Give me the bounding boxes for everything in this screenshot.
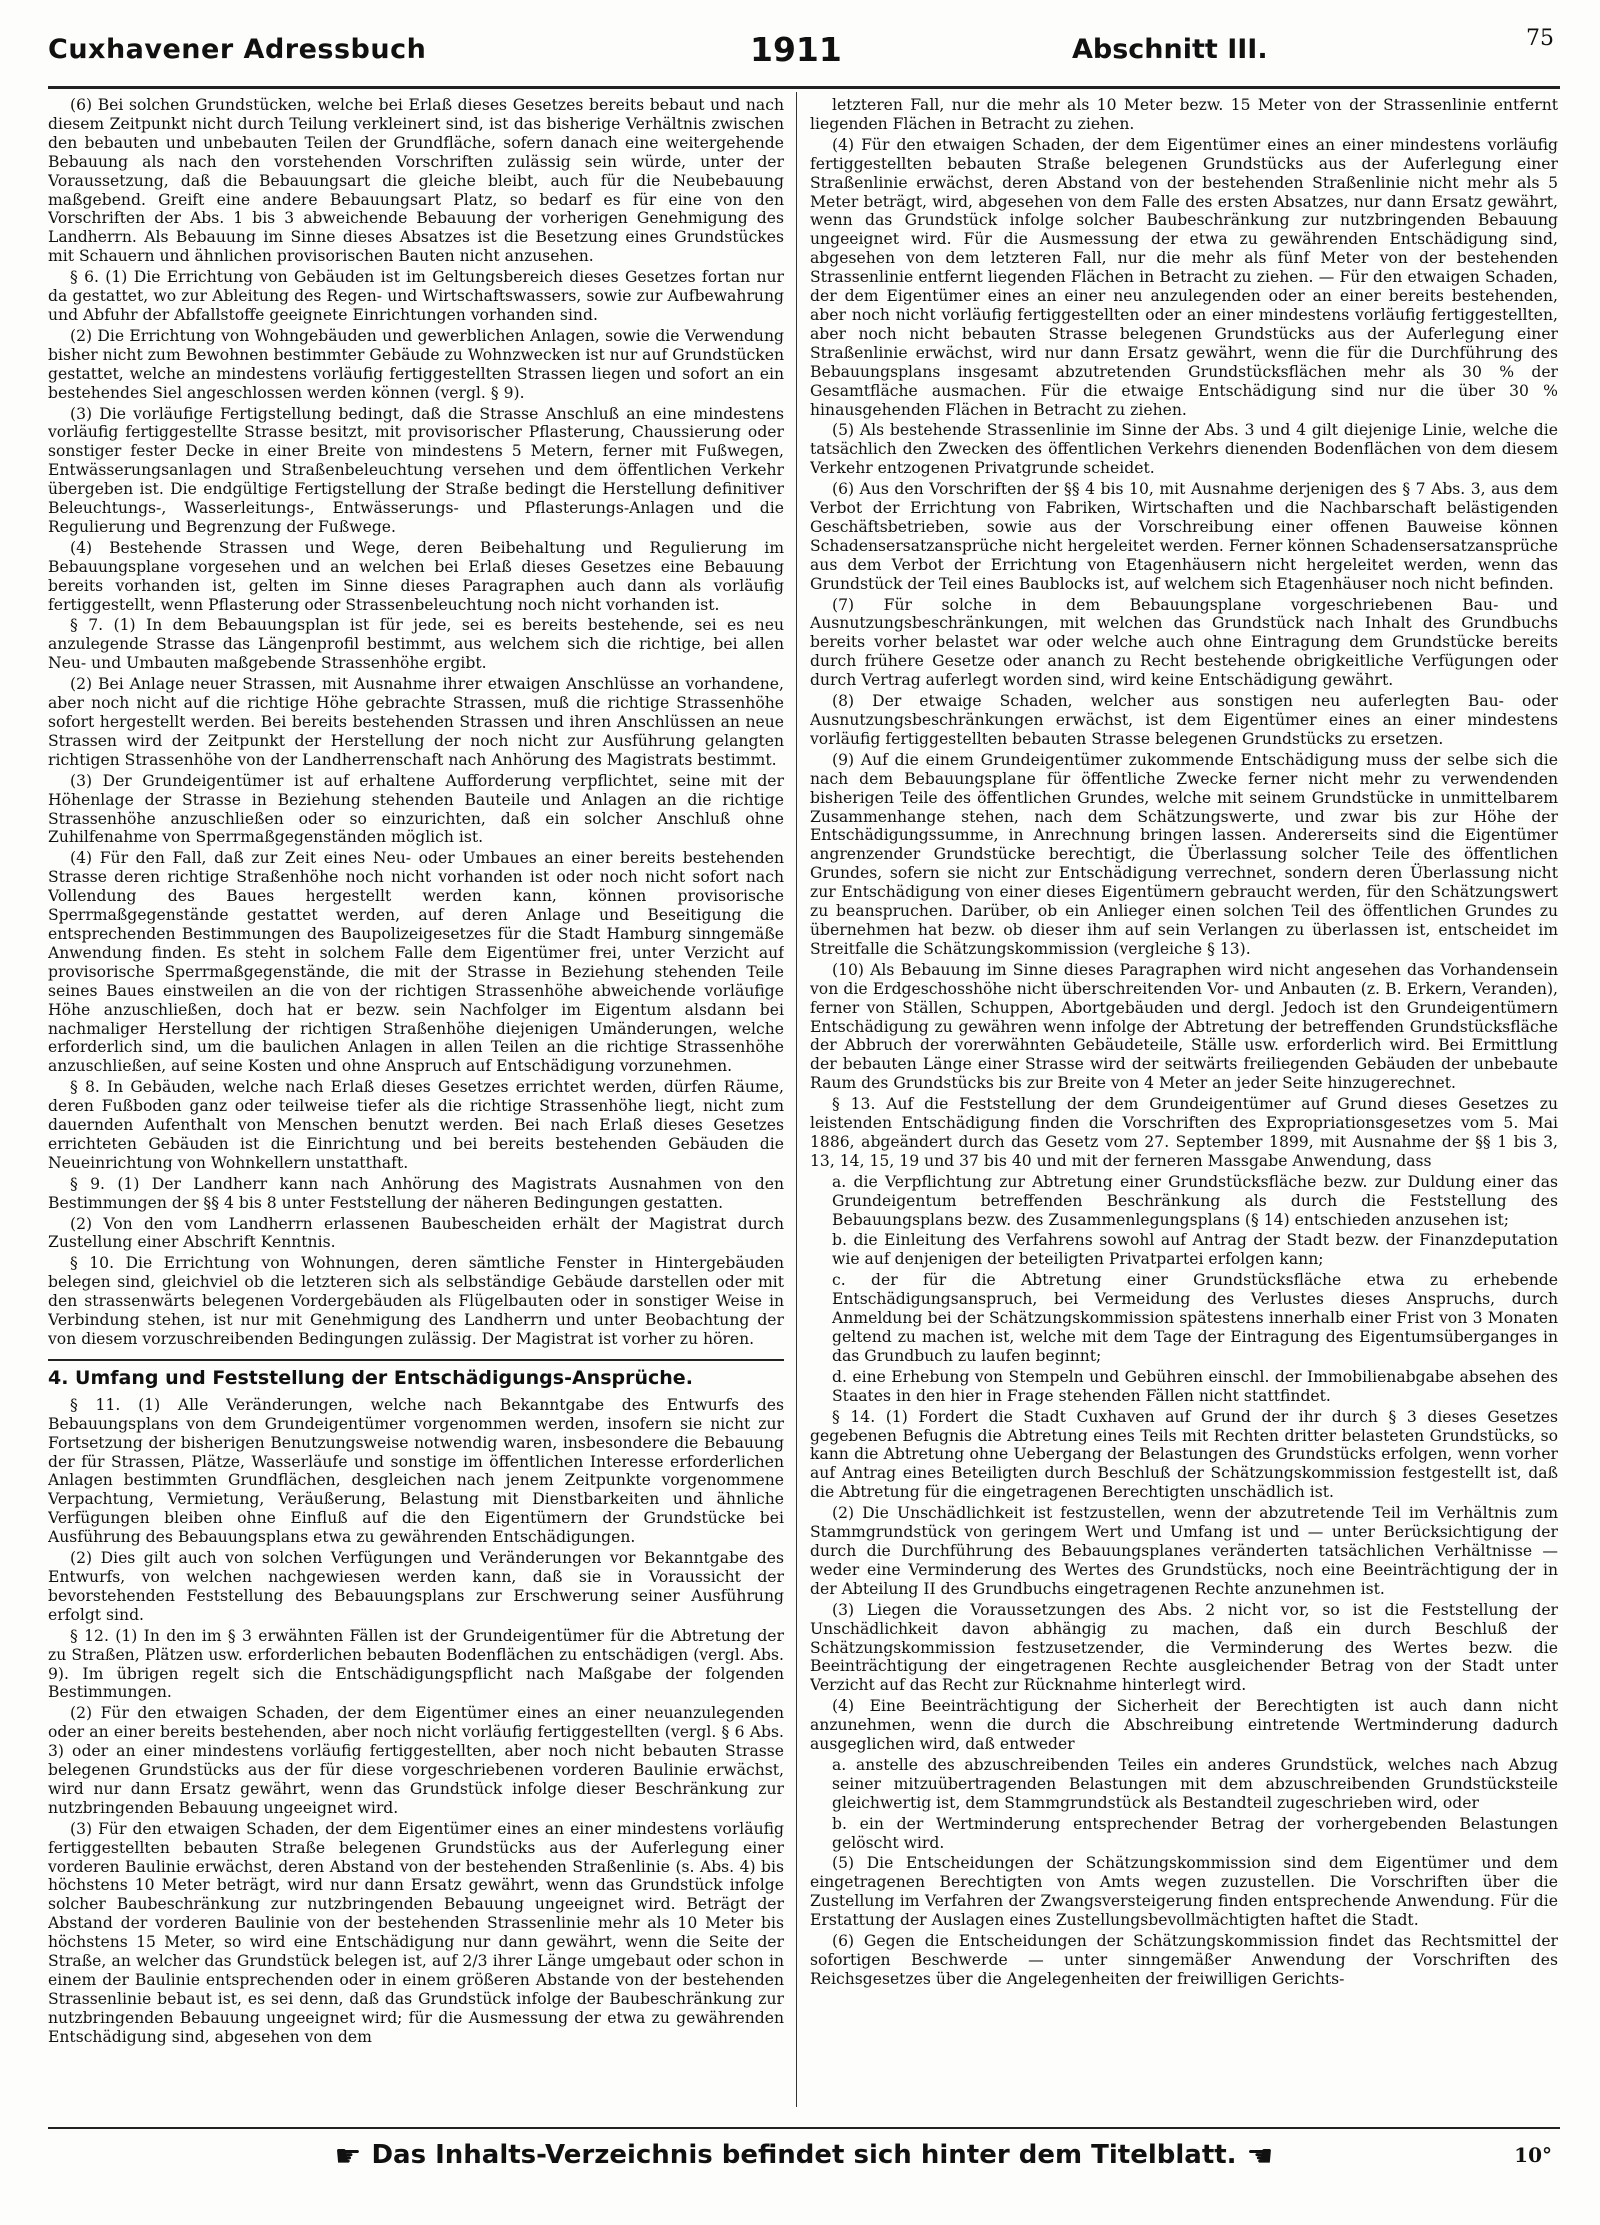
paragraph: (10) Als Bebauung im Sinne dieses Paragraphen wird nicht angesehen das Vorhandensein von die Erdgeschosshöhe nicht überschreitenden Vor- und Anbauten (z. B. Erkern, Veranden), ferner von Ställen, Schuppen, Abortgebäuden und dergl. Jedoch ist den Grundeigentümern Entschädigung zu gewähren wenn infolge der Abtretung der betreffenden Grundstücksfläche der Abbruch der vorerwähnten Gebäudeteile, Ställe usw. erforderlich wird. Bei Ermittlung der bebauten Länge einer Strasse wird der seitwärts freiliegenden Gebäuden der unbebaute Raum des Grundstücks bis zur Breite von 4 Meter an jeder Seite hinzugerechnet. xyxy=(810,960,1558,1093)
paragraph: § 10. Die Errichtung von Wohnungen, deren sämtliche Fenster in Hintergebäuden belegen sind, gleichviel ob die letzteren sich als selbständige Gebäude darstellen oder mit den strassenwärts belegenen Vordergebäuden als Flügelbauten oder in sonstiger Weise in Verbindung stehen, ist nur mit Genehmigung des Landherrn und unter Beobachtung der von diesem vorzuschreibenden Bedingungen zulässig. Der Magistrat ist vorher zu hören. xyxy=(48,1254,784,1348)
left-top-paragraphs xyxy=(48,96,784,1349)
footer-notice: Das Inhalts-Verzeichnis befindet sich hinter dem Titelblatt. xyxy=(371,2140,1237,2170)
list-item: c. der für die Abtretung einer Grundstücksfläche etwa zu erhebende Entschädigungsanspruch, bei Vermeidung des Verlustes dieses Anspruchs, durch Anmeldung bei der Schätzungskommission spätestens innerhalb einer Frist von 3 Monaten geltend zu machen ist, welche mit dem Tage der Eintragung des Eigentumsüberganges in das Grundbuch zu laufen beginnt; xyxy=(832,1271,1558,1365)
paragraph: (2) Die Unschädlichkeit ist festzustellen, wenn der abzutretende Teil im Verhältnis zum Stammgrundstück von geringem Wert und Umfang ist und — unter Berücksichtigung der durch die Durchführung des Bebauungsplanes veränderten tatsächlichen Verhältnisse — weder eine Verminderung des Wertes des Grundstücks, noch eine Beeinträchtigung der in der Abteilung II des Grundbuchs eingetragenen Rechte anzunehmen ist. xyxy=(810,1504,1558,1598)
list-item: d. eine Erhebung von Stempeln und Gebühren einschl. der Immobilienabgabe absehen des Staates in den hier in Frage stehenden Fällen nicht stattfindet. xyxy=(832,1367,1558,1405)
section-14-list xyxy=(810,1756,1558,1853)
section-13-list xyxy=(810,1173,1558,1406)
paragraph: § 6. (1) Die Errichtung von Gebäuden ist im Geltungsbereich dieses Gesetzes fortan nur da gestattet, wo zur Ableitung des Regen- und Wirtschaftswassers, sowie zur Aufbewahrung und Abfuhr der Abfallstoffe geeignete Einrichtungen vorhanden sind. xyxy=(48,268,784,324)
paragraph: (3) Der Grundeigentümer ist auf erhaltene Aufforderung verpflichtet, seine mit der Höhenlage der Strasse in Beziehung stehenden Bauteile und Anlagen an die richtige Strassenhöhe anzuschließen oder so einzurichten, daß ein solcher Anschluß ohne Zuhilfenahme von Sperrmaßgegenständen möglich ist. xyxy=(48,771,784,847)
paragraph: § 9. (1) Der Landherr kann nach Anhörung des Magistrats Ausnahmen von den Bestimmungen der §§ 4 bis 8 unter Feststellung der näheren Bedingungen gestatten. xyxy=(48,1174,784,1212)
paragraph: (4) Eine Beeinträchtigung der Sicherheit der Berechtigten ist auch dann nicht anzunehmen, wenn die durch die Abschreibung eintretende Wertminderung dadurch ausgeglichen wird, daß entweder xyxy=(810,1697,1558,1754)
paragraph: (3) Liegen die Voraussetzungen des Abs. 2 nicht vor, so ist die Feststellung der Unschädlichkeit davon abhängig zu machen, daß ein durch Beschluß der Schätzungskommission festzusetzender, die Verminderung des Wertes bezw. die Beeinträchtigung der eingetragenen Rechte ausgleichender Betrag von der Stadt unter Verzicht auf das Recht zur Rücknahme hinterlegt wird. xyxy=(810,1600,1558,1695)
page-footer xyxy=(48,2127,1560,2174)
paragraph: § 13. Auf die Feststellung der dem Grundeigentümer auf Grund dieses Gesetzes zu leistenden Entschädigung finden die Vorschriften des Expropriationsgesetzes vom 5. Mai 1886, abgeändert durch das Gesetz vom 27. September 1899, mit Ausnahme der §§ 1 bis 3, 13, 14, 15, 19 und 37 bis 40 und mit der ferneren Massgabe Anwendung, dass xyxy=(810,1095,1558,1170)
right-main-paragraphs xyxy=(810,96,1558,1171)
paragraph: (2) Bei Anlage neuer Strassen, mit Ausnahme ihrer etwaigen Anschlüsse an vorhandene, aber noch nicht auf die richtige Höhe gebrachte Strassen, muß die richtige Strassenhöhe sofort hergestellt werden. Bei bereits bestehenden Strassen und ihren Anschlüssen an neue Strassen wird der Zeitpunkt der Herstellung der noch nicht zur Ausführung gelangten richtigen Strassenhöhe von der Landherrenschaft nach Anhörung des Magistrats bestimmt. xyxy=(48,675,784,769)
paragraph: (7) Für solche in dem Bebauungsplane vorgeschriebenen Bau- und Ausnutzungsbeschränkungen, mit welchen das Grundstück nach Inhalt des Grundbuchs bereits vorher belastet war oder welche auch ohne Eintragung dem Grundstücke bereits durch frühere Gesetze oder ananch zu Recht bestehende obrigkeitliche Verfügungen oder durch Vertrag auferlegt worden sind, wird keine Entschädigung gewährt. xyxy=(810,595,1558,690)
paragraph: § 8. In Gebäuden, welche nach Erlaß dieses Gesetzes errichtet werden, dürfen Räume, deren Fußboden ganz oder teilweise tiefer als die richtige Strassenhöhe liegt, nicht zum dauernden Aufenthalt von Menschen benutzt werden. Bei nach Erlaß dieses Gesetzes errichteten Gebäuden ist die Einrichtung und bei bereits bestehenden Gebäuden die Neueinrichtung von Wohnkellern unstatthaft. xyxy=(48,1078,784,1172)
paragraph: (2) Die Errichtung von Wohngebäuden und gewerblichen Anlagen, sowie die Verwendung bisher nicht zum Bewohnen bestimmter Gebäude zu Wohnzwecken ist nur auf Grundstücken gestattet, welche an mindestens vorläufig fertiggestellten Strassen liegen und sofort an ein bestehendes Siel angeschlossen werden können (vergl. § 9). xyxy=(48,326,784,402)
paragraph: (2) Dies gilt auch von solchen Verfügungen und Veränderungen vor Bekanntgabe des Entwurfs, von welchen nachgewiesen werden kann, daß sie in Voraussicht der bevorstehenden Feststellung des Bebauungsplans zur Erschwerung seiner Ausführung erfolgt sind. xyxy=(48,1549,784,1624)
book-title: Cuxhavener Adressbuch xyxy=(48,34,427,65)
paragraph: (3) Für den etwaigen Schaden, der dem Eigentümer eines an einer mindestens vorläufig fertiggestellten bebauten Straße belegenen Grundstücks aus der Auferlegung einer vorderen Baulinie erwächst, deren Abstand von der bestehenden Straßenlinie (s. Abs. 4) bis höchstens 10 Meter beträgt, wird nur dann Ersatz gewährt, wenn das Grundstück infolge solcher Baubeschränkung zur nutzbringenden Bebauung ungeeignet wird. Beträgt der Abstand der vorderen Baulinie von der bestehenden Strassenlinie mehr als 10 Meter bis höchstens 15 Meter, so wird eine Entschädigung nur dann gewährt, wenn die Seite der Straße, an welcher das Grundstück belegen ist, auf 2/3 ihrer Länge umgebaut oder schon in einem der Baulinie entsprechenden oder in einem größeren Abstande von der bestehenden Strassenlinie bebaut ist, es sei denn, daß das Grundstück infolge der Baubeschränkung zur nutzbringenden Bebauung ungeeignet wird; für die Ausmessung der etwa zu gewährenden Entschädigung sind, abgesehen von dem xyxy=(48,1819,784,2046)
paragraph: (9) Auf die einem Grundeigentümer zukommende Entschädigung muss der selbe sich die nach dem Bebauungsplane für öffentliche Zwecke ferner nicht mehr zu verwendenden bisherigen Teile des öffentlichen Grundes, welche mit seinem Grundstücke in unmittelbarem Zusammenhange stehen, nach dem Schätzungswerte, und zwar bis zur Höhe der Entschädigungssumme, in Anrechnung bringen lassen. Andererseits sind die Eigentümer angrenzender Grundstücke berechtigt, die Überlassung solcher Teile des öffentlichen Grundes, sofern sie nicht zur Entschädigung verrechnet, sondern deren Überlassung nicht zur Entschädigung von einer dieses Eigentümern gebraucht werden, für den Schätzungswert zu beanspruchen. Darüber, ob ein Anlieger einen solchen Teil des öffentlichen Grundes zu übernehmen hat bezw. ob dieser ihm auf sein Verlangen zu überlassen ist, entscheidet im Streitfalle die Schätzungskommission (vergleiche § 13). xyxy=(810,750,1558,958)
paragraph: (4) Für den Fall, daß zur Zeit eines Neu- oder Umbaues an einer bereits bestehenden Strasse deren richtige Straßenhöhe noch nicht vorhanden ist oder noch nicht sofort nach Vollendung des Baues hergestellt werden kann, können provisorische Sperrmaßgegenstände gestattet werden, auf deren Anlage und Beseitigung die entsprechenden Bestimmungen des Baupolizeigesetzes für die Stadt Hamburg sinngemäße Anwendung finden. Es steht in solchem Falle dem Eigentümer frei, unter Verzicht auf provisorische Sperrmaßgegenstände, die mit der Strasse in Beziehung stehenden Teile seines Baues einstweilen an die von der richtigen Strassenhöhe abweichende vorläufige Höhe anzuschließen, doch hat er bezw. sein Nachfolger im Eigentum alsdann bei nachmaliger Herstellung der richtigen Straßenhöhe diejenigen Umänderungen, welche erforderlich sind, um die baulichen Anlagen in allen Teilen an die richtige Strassenhöhe anzuschließen, auf seine Kosten und ohne Anspruch auf Entschädigung vorzunehmen. xyxy=(48,849,784,1076)
paragraph: (6) Gegen die Entscheidungen der Schätzungskommission findet das Rechtsmittel der sofortigen Beschwerde — unter sinngemäßer Anwendung der Vorschriften des Reichsgesetzes über die Angelegenheiten der freiwilligen Gerichts- xyxy=(810,1932,1558,1988)
list-item: a. anstelle des abzuschreibenden Teiles ein anderes Grundstück, welches nach Abzug seiner mitzuübertragenden Belastungen mit dem abzuschreibenden Grundstücksteile gleichwertig ist, dem Stammgrundstück als Bestandteil zugeschrieben wird, oder xyxy=(832,1755,1558,1812)
paragraph: (3) Die vorläufige Fertigstellung bedingt, daß die Strasse Anschluß an eine mindestens vorläufig fertiggestellte Strasse besitzt, mit provisorischer Pflasterung, Chaussierung oder sonstiger fester Decke in einer Breite von mindestens 5 Metern, ferner mit Fußwegen, Entwässerungsanlagen und Straßenbeleuchtung versehen und dem öffentlichen Verkehr übergeben ist. Die endgültige Fertigstellung der Straße bedingt die Herstellung definitiver Beleuchtungs-, Wasserleitungs-, Entwässerungs- und Pflasterungs-Anlagen und die Regulierung und Begrenzung der Fußwege. xyxy=(48,404,784,536)
left-column xyxy=(48,96,784,2105)
paragraph: (6) Aus den Vorschriften der §§ 4 bis 10, mit Ausnahme derjenigen des § 7 Abs. 3, aus dem Verbot der Errichtung von Fabriken, Wirtschaften und die Nachbarschaft belästigenden Geschäftsbetrieben, sowie aus der Vorschreibung einer offenen Bauweise können Schadensersatzansprüche nicht hergeleitet werden. Ferner können Schadensersatzansprüche aus dem Verbot der Errichtung von Etagenhäusern nicht hergeleitet werden, wenn das Grundstück der Teil eines Baublocks ist, auf welchem sich Etagenhäuser noch nicht befinden. xyxy=(810,480,1558,593)
paragraph: (6) Bei solchen Grundstücken, welche bei Erlaß dieses Gesetzes bereits bebaut und nach diesem Zeitpunkt nicht durch Teilung verkleinert sind, ist das bisherige Verhältnis zwischen den bebauten und unbebauten Teilen der Grundfläche, sofern danach eine weitergehende Bebauung als nach den vorstehenden Vorschriften zulässig sein würde, unter der Voraussetzung, daß die Bebauungsart die gleiche bleibt, auch für die Neubebauung maßgebend. Greift eine andere Bebauungsart Platz, so bedarf es für eine von den Vorschriften der Abs. 1 bis 3 abweichende Bebauung der vorherigen Genehmigung des Landherrn. Als Bebauung im Sinne dieses Absatzes ist die Besetzung eines Grundstückes mit Schauern und ähnlichen provisorischen Bauten nicht anzusehen. xyxy=(48,96,784,266)
page-header xyxy=(40,26,1560,76)
paragraph: (5) Als bestehende Strassenlinie im Sinne der Abs. 3 und 4 gilt diejenige Linie, welche die tatsächlich den Zwecken des öffentlichen Verkehrs dienenden Bodenflächen von dem diesem Verkehr entzogenen Privatgrunde scheidet. xyxy=(810,421,1558,478)
signature-mark: 10° xyxy=(1514,2143,1552,2167)
page-number: 75 xyxy=(1526,26,1554,51)
left-bottom-paragraphs xyxy=(48,1396,784,2047)
list-item: b. die Einleitung des Verfahrens sowohl auf Antrag der Stadt bezw. der Finanzdeputation wie auf denjenigen der beteiligten Privatpartei erfolgen kann; xyxy=(832,1231,1558,1269)
paragraph: (2) Von den vom Landherrn erlassenen Baubescheiden erhält der Magistrat durch Zustellung einer Abschrift Kenntnis. xyxy=(48,1214,784,1252)
right-end-paragraphs xyxy=(810,1854,1558,1988)
pointing-hand-left-icon: ☚ xyxy=(1246,2139,1274,2174)
book-year: 1911 xyxy=(750,30,842,69)
paragraph: letzteren Fall, nur die mehr als 10 Meter bezw. 15 Meter von der Strassenlinie entfernt liegenden Flächen in Betracht zu ziehen. xyxy=(810,96,1558,133)
right-after-paragraphs xyxy=(810,1408,1558,1754)
section-heading: 4. Umfang und Feststellung der Entschädigungs-Ansprüche. xyxy=(48,1359,784,1388)
right-column xyxy=(810,96,1558,2105)
paragraph: (4) Bestehende Strassen und Wege, deren Beibehaltung und Regulierung im Bebauungsplane vorgesehen und an welchen bei Erlaß dieses Gesetzes eine Bebauung bereits vorhanden ist, gelten im Sinne dieses Paragraphen auch dann als vorläufig fertiggestellt, wenn Pflasterung oder Strassenbeleuchtung noch nicht vorhanden ist. xyxy=(48,538,784,614)
paragraph: § 12. (1) In den im § 3 erwähnten Fällen ist der Grundeigentümer für die Abtretung der zu Straßen, Plätzen usw. erforderlichen bebauten Bodenflächen zu entschädigen (vergl. Abs. 9). Im übrigen regelt sich die Entschädigungspflicht nach Maßgabe der folgenden Bestimmungen. xyxy=(48,1626,784,1702)
paragraph: (2) Für den etwaigen Schaden, der dem Eigentümer eines an einer neuanzulegenden oder an einer bereits bestehenden, aber noch nicht vorläufig fertiggestellten (vergl. § 6 Abs. 3) oder an einer mindestens vorläufig fertiggestellten, aber noch nicht bebauten Strasse belegenen Grundstücks aus der für diese vorgeschriebenen vorderen Baulinie erwächst, wird nur dann Ersatz gewährt, wenn das Grundstück infolge dieser Beschränkung zur nutzbringenden Bebauung ungeeignet wird. xyxy=(48,1704,784,1817)
footer-notice-line xyxy=(48,2139,1560,2174)
section-label: Abschnitt III. xyxy=(1072,34,1268,65)
pointing-hand-right-icon: ☛ xyxy=(334,2139,362,2174)
paragraph: § 7. (1) In dem Bebauungsplan ist für jede, sei es bereits bestehende, sei es neu anzulegende Strasse das Längenprofil bestimmt, aus welchem sich die richtige, bei allen Neu- und Umbauten maßgebende Strassenhöhe ergibt. xyxy=(48,616,784,673)
header-rule xyxy=(48,86,1560,89)
paragraph: § 14. (1) Fordert die Stadt Cuxhaven auf Grund der ihr durch § 3 dieses Gesetzes gegebenen Befugnis die Abtretung eines Teils mit Rechten dritter belasteten Grundstücks, so kann die Abtretung ohne Uebergang der Belastungen des Grundstücks erfolgen, wenn vorher auf Antrag eines Beteiligten durch Beschluß der Schätzungskommission festgestellt ist, daß die Abtretung für die eingetragenen Berechtigten unschädlich ist. xyxy=(810,1407,1558,1502)
list-item: a. die Verpflichtung zur Abtretung einer Grundstücksfläche bezw. zur Duldung einer das Grundeigentum betreffenden Beschränkung als durch die Feststellung des Bebauungsplans bezw. des Zusammenlegungsplans (§ 14) entschieden anzusehen ist; xyxy=(832,1172,1558,1229)
column-divider xyxy=(796,92,797,2107)
paragraph: (4) Für den etwaigen Schaden, der dem Eigentümer eines an einer mindestens vorläufig fertiggestellten bebauten Straße belegenen Grundstücks aus der Auferlegung einer Straßenlinie erwächst, deren Abstand von der bestehenden Straßenlinie nicht mehr als 5 Meter beträgt, wird, abgesehen von dem Falle des ersten Absatzes, nur dann Ersatz gewährt, wenn das Grundstück infolge solcher Baubeschränkung zur nutzbringenden Bebauung ungeeignet wird. Für die Ausmessung der etwa zu gewährenden Entschädigung sind, abgesehen von dem letzteren Fall, nur die mehr als fünf Meter von der bestehenden Strassenlinie entfernt liegenden Flächen in Betracht zu ziehen. — Für den etwaigen Schaden, der dem Eigentümer eines an einer neu anzulegenden oder an einer bereits bestehenden, aber noch nicht vorläufig fertiggestellten oder an einer mindestens vorläufig fertiggestellten, aber noch nicht bebauten Strasse belegenen Grundstücks aus der Auferlegung einer Straßenlinie erwächst, wird nur dann Ersatz gewährt, wenn die für die Durchführung des Bebauungsplans insgesamt abzutretenden Grundstücksflächen mehr als 30 % der Gesamtfläche ausmachen. Für die etwaige Entschädigung sind nur die über 30 % hinausgehenden Flächen in Betracht zu ziehen. xyxy=(810,135,1558,419)
paragraph: (8) Der etwaige Schaden, welcher aus sonstigen neu auferlegten Bau- oder Ausnutzungsbeschränkungen erwächst, ist dem Eigentümer eines an einer mindestens vorläufig fertiggestellten bebauten Strasse belegenen Grundstücks zu ersetzen. xyxy=(810,692,1558,748)
paragraph: (5) Die Entscheidungen der Schätzungskommission sind dem Eigentümer und dem eingetragenen Berechtigten von Amts wegen zuzustellen. Die Vorschriften über die Zustellung im Verfahren der Zwangsversteigerung finden entsprechende Anwendung. Für die Erstattung der Auslagen eines Zustellungsbevollmächtigten haftet die Stadt. xyxy=(810,1854,1558,1930)
list-item: b. ein der Wertminderung entsprechender Betrag der vorhergebenden Belastungen gelöscht wird. xyxy=(832,1814,1558,1852)
paragraph: § 11. (1) Alle Veränderungen, welche nach Bekanntgabe des Entwurfs des Bebauungsplans von dem Grundeigentümer vorgenommen werden, insofern sie nicht zur Fortsetzung der bisherigen Benutzungsweise notwendig waren, insbesondere die Bebauung der für Strassen, Plätze, Wasserläufe und sonstige im öffentlichen Interesse erforderlichen Anlagen bestimmten Grundflächen, desgleichen nach jenem Zeitpunkte vorgenommene Verpachtung, Vermietung, Veräußerung, Belastung mit Dienstbarkeiten und ähnliche Verfügungen bleiben ohne Einfluß auf die den Eigentümern der Grundstücke bei Ausführung des Bebauungsplans etwa zu gewährenden Entschädigungen. xyxy=(48,1395,784,1547)
